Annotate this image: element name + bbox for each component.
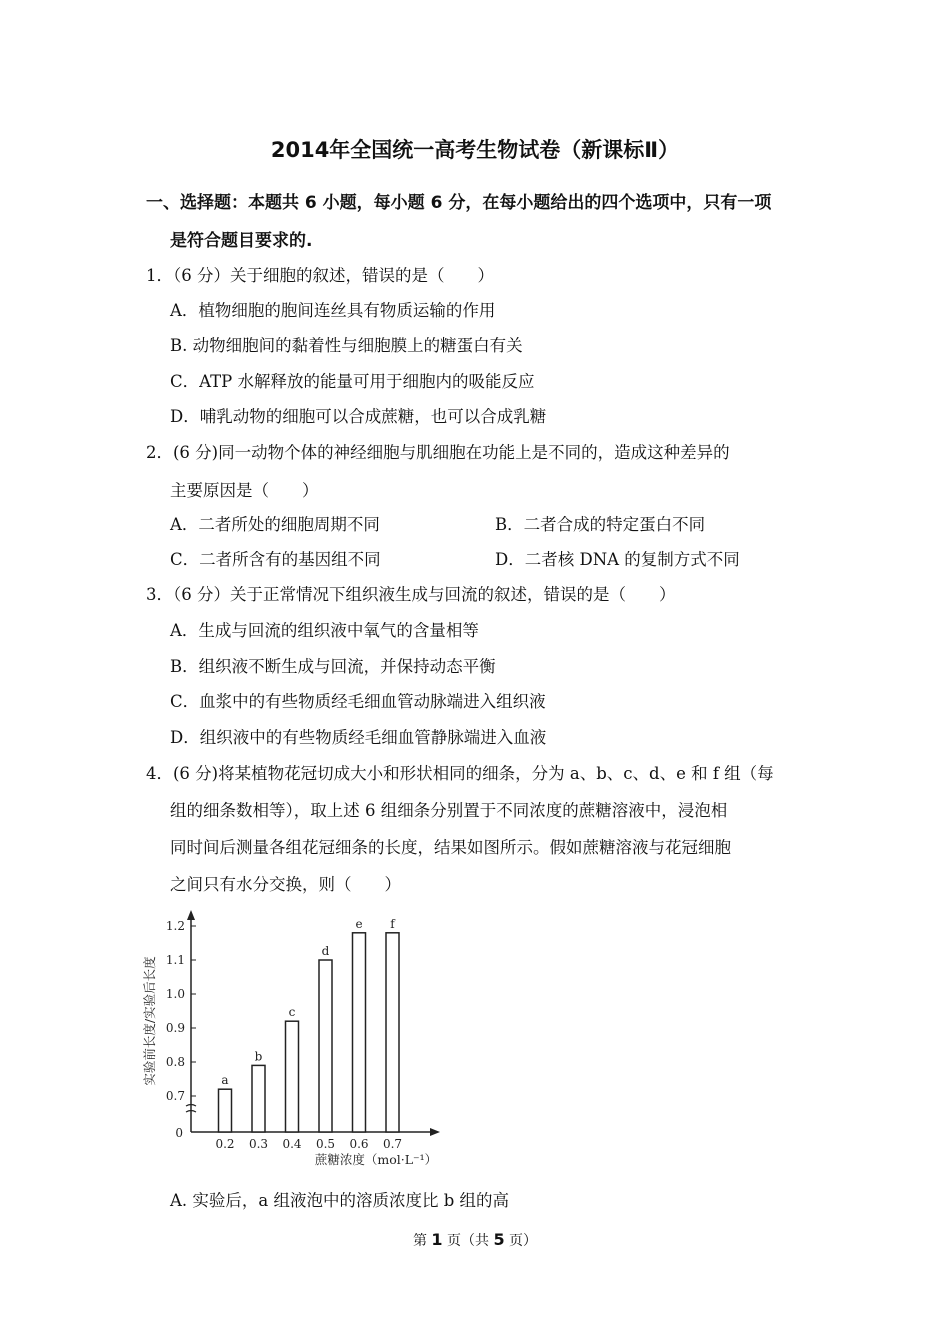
footer-total-pages: 5 [493,1230,505,1249]
question-2-option-c: C．二者所含有的基因组不同 [170,550,381,569]
bar-label: f [390,916,395,931]
bar-label: c [288,1005,296,1020]
y-axis-label: 实验前长度/实验后长度 [142,956,157,1086]
x-axis-label: 蔗糖浓度（mol·L⁻¹） [314,1152,438,1167]
footer-prefix: 第 [412,1233,427,1249]
question-1-option-a: A．植物细胞的胞间连丝具有物质运输的作用 [170,301,496,320]
question-1-stem: 1．（6 分）关于细胞的叙述，错误的是（ ） [146,266,494,285]
question-1-option-b: B. 动物细胞间的黏着性与细胞膜上的糖蛋白有关 [170,336,523,355]
question-3-stem: 3．（6 分）关于正常情况下组织液生成与回流的叙述，错误的是（ ） [146,585,676,604]
origin-label: 0 [175,1126,183,1140]
footer-mid: 页（共 [447,1233,489,1249]
y-tick-label: 0.7 [165,1089,185,1103]
bar [219,1089,232,1132]
x-tick-label: 0.5 [315,1137,336,1151]
y-tick-label: 1.0 [165,987,185,1001]
y-tick-label: 0.9 [165,1021,185,1035]
question-2-option-a: A．二者所处的细胞周期不同 [170,515,380,534]
question-4-stem-line-2: 组的细条数相等），取上述 6 组细条分别置于不同浓度的蔗糖溶液中，浸泡相 [170,801,728,820]
question-4-stem-line-3: 同时间后测量各组花冠细条的长度，结果如图所示。假如蔗糖溶液与花冠细胞 [170,838,731,857]
bar-label: e [355,916,363,931]
x-tick-label: 0.6 [349,1137,369,1151]
question-1-option-c: C．ATP 水解释放的能量可用于细胞内的吸能反应 [170,372,535,391]
section-heading-line-2: 是符合题目要求的. [170,231,313,251]
question-4-stem-line-1: 4．(6 分)将某植物花冠切成大小和形状相同的细条，分为 a、b、c、d、e 和 f 组（每 [146,764,774,783]
question-3-option-a: A．生成与回流的组织液中氧气的含量相等 [170,621,479,640]
bar-chart [136,900,456,1172]
question-4-option-a: A. 实验后，a 组液泡中的溶质浓度比 b 组的高 [170,1191,510,1210]
bar [353,933,366,1132]
chart-bars [219,933,400,1132]
x-tick-label: 0.3 [248,1137,269,1151]
bar [386,933,399,1132]
question-2-stem-line-2: 主要原因是（ ） [170,481,319,500]
x-axis-arrow [430,1128,440,1136]
question-2-option-d: D．二者核 DNA 的复制方式不同 [495,550,740,569]
y-tick-label: 1.2 [165,919,185,933]
x-tick-label: 0.2 [215,1137,235,1151]
bar-label: a [221,1073,229,1088]
x-tick-label: 0.4 [282,1137,302,1151]
bar [286,1021,299,1132]
question-3-option-c: C．血浆中的有些物质经毛细血管动脉端进入组织液 [170,692,546,711]
y-axis-arrow [187,910,195,920]
question-2-option-b: B．二者合成的特定蛋白不同 [495,515,706,534]
bar-label: b [254,1049,263,1064]
bar [252,1065,265,1132]
footer-page-number: 1 [431,1230,443,1249]
y-tick-label: 0.8 [165,1055,185,1069]
page-footer [0,1230,950,1250]
bar-label: d [321,944,330,958]
question-1-option-d: D．哺乳动物的细胞可以合成蔗糖，也可以合成乳糖 [170,407,547,426]
question-3-option-b: B．组织液不断生成与回流，并保持动态平衡 [170,657,496,676]
section-heading-line-1: 一、选择题：本题共 6 小题，每小题 6 分，在每小题给出的四个选项中，只有一项 [146,193,772,213]
bar [319,960,332,1132]
question-4-stem-line-4: 之间只有水分交换，则（ ） [170,875,401,894]
x-tick-label: 0.7 [382,1137,403,1151]
question-2-stem-line-1: 2．(6 分)同一动物个体的神经细胞与肌细胞在功能上是不同的，造成这种差异的 [146,443,730,462]
paper-title: 2014年全国统一高考生物试卷（新课标Ⅱ） [270,138,680,162]
footer-suffix: 页） [509,1233,538,1249]
y-tick-label: 1.1 [165,953,185,967]
question-3-option-d: D．组织液中的有些物质经毛细血管静脉端进入血液 [170,728,547,747]
